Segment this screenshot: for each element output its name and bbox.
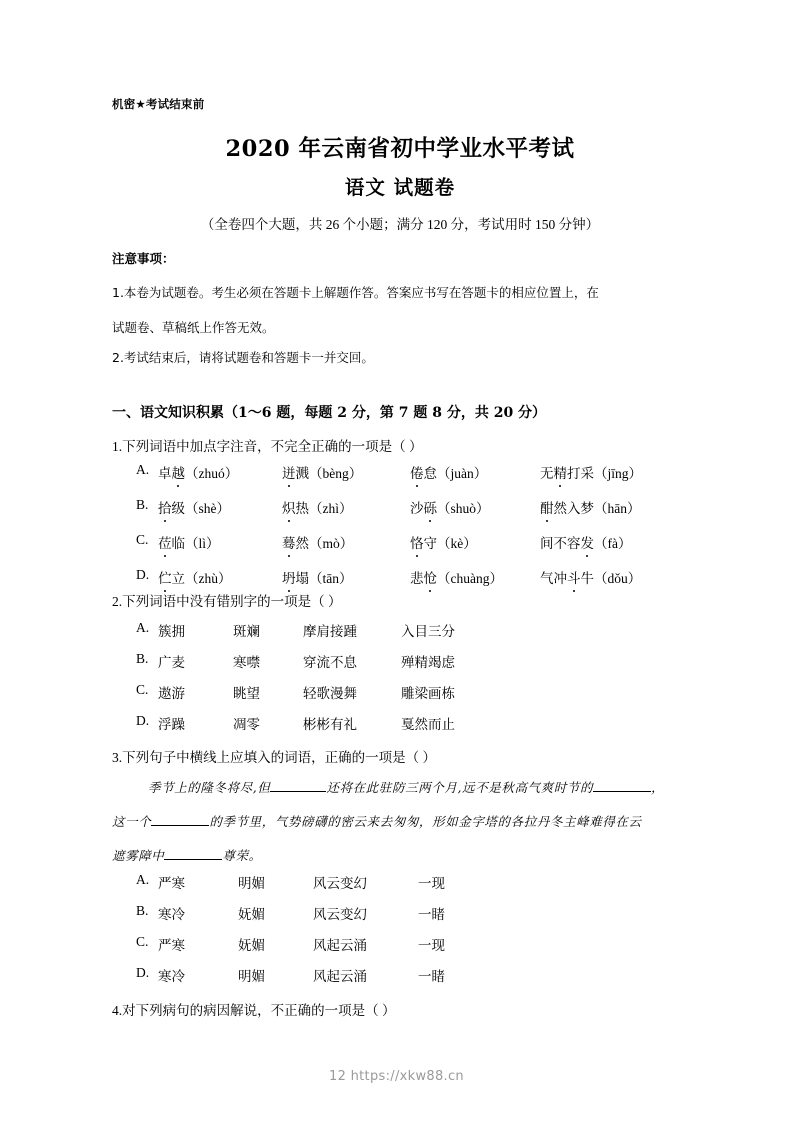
option-term-1: 寒冷 — [158, 907, 185, 922]
option-term-2: 炽热（zhì） — [282, 497, 410, 517]
question-2-option-d[interactable] — [136, 713, 491, 733]
question-4-stem: 4.对下列病句的病因解说，不正确的一项是（ ） — [112, 1003, 396, 1018]
emphasis-dot-char: 越 — [172, 462, 186, 482]
page-subtitle: 语文 试题卷 — [344, 176, 456, 199]
question-3-passage-line-1 — [148, 778, 664, 796]
option-term-3: 恪守（kè） — [410, 532, 540, 552]
option-term-2: 蓦然（mò） — [282, 532, 410, 552]
emphasis-dot-char: 莅 — [158, 532, 172, 552]
emphasis-dot-char: 倦 — [410, 462, 424, 482]
option-term-4: 入目三分 — [401, 624, 455, 639]
option-term-2: 凋零 — [233, 717, 260, 732]
question-2-option-b[interactable] — [136, 651, 491, 671]
option-term-3: 穿流不息 — [303, 655, 357, 670]
option-term-3: 悲怆（chuàng） — [410, 567, 540, 587]
option-label: D. — [136, 567, 150, 582]
question-2-option-c[interactable] — [136, 682, 491, 702]
option-term-2: 明媚 — [238, 876, 265, 891]
option-term-4: 殚精竭虑 — [401, 655, 455, 670]
option-term-2: 斑斓 — [233, 624, 260, 639]
option-term-3: 沙砾（shuò） — [410, 497, 540, 517]
option-term-2: 寒噤 — [233, 655, 260, 670]
option-term-3: 风云变幻 — [313, 876, 367, 891]
option-term-2: 眺望 — [233, 686, 260, 701]
option-term-1: 卓越（zhuó） — [158, 462, 282, 482]
option-label: A. — [136, 620, 150, 635]
question-3-passage-line-2 — [112, 812, 642, 830]
confidential-notice: 机密★考试结束前 — [112, 97, 205, 111]
question-3-option-d[interactable] — [136, 965, 498, 985]
emphasis-dot-char: 坍 — [282, 567, 296, 587]
option-term-1: 伫立（zhù） — [158, 567, 282, 587]
option-term-2: 坍塌（tān） — [282, 567, 410, 587]
question-3-option-b[interactable] — [136, 903, 498, 923]
option-term-3: 风云变幻 — [313, 907, 367, 922]
section-heading-one: 一、语文知识积累（1～6 题，每题 2 分，第 7 题 8 分，共 20 分） — [112, 405, 547, 421]
emphasis-dot-char: 怆 — [424, 567, 438, 587]
passage-text: 遮雾障中 — [112, 848, 165, 863]
option-label: D. — [136, 713, 150, 728]
option-term-2: 妩媚 — [238, 938, 265, 953]
option-term-1: 寒冷 — [158, 969, 185, 984]
question-1-option-d[interactable] — [136, 567, 700, 587]
passage-text: 还将在此驻防三两个月,远不是秋高气爽时节的 — [326, 780, 594, 795]
emphasis-dot-char: 迸 — [282, 462, 296, 482]
option-term-4: 一睹 — [418, 969, 445, 984]
option-label: B. — [136, 497, 149, 512]
option-term-2: 迸溅（bèng） — [282, 462, 410, 482]
option-term-4: 一现 — [418, 876, 445, 891]
question-1-stem: 1.下列词语中加点字注音，不完全正确的一项是（ ） — [112, 439, 423, 454]
emphasis-dot-char: 发 — [581, 532, 595, 552]
option-label: B. — [136, 903, 149, 918]
option-term-3: 风起云涌 — [313, 938, 367, 953]
option-label: C. — [136, 934, 149, 949]
option-term-1: 莅临（lì） — [158, 532, 282, 552]
option-label: C. — [136, 682, 149, 697]
option-term-1: 严寒 — [158, 876, 185, 891]
note-item-1-line-2: 试题卷、草稿纸上作答无效。 — [112, 320, 275, 335]
option-term-3: 风起云涌 — [313, 969, 367, 984]
question-3-passage-line-3 — [112, 846, 262, 864]
emphasis-dot-char: 伫 — [158, 567, 172, 587]
option-label: A. — [136, 462, 150, 477]
page-title: 2020 年云南省初中学业水平考试 — [225, 136, 575, 162]
option-term-1: 遨游 — [158, 686, 185, 701]
emphasis-dot-char: 蓦 — [282, 532, 296, 552]
emphasis-dot-char: 拾 — [158, 497, 172, 517]
option-label: D. — [136, 965, 150, 980]
option-term-2: 明媚 — [238, 969, 265, 984]
option-term-3: 轻歌漫舞 — [303, 686, 357, 701]
question-1-option-b[interactable] — [136, 497, 700, 517]
question-3-stem: 3.下列句子中横线上应填入的词语，正确的一项是（ ） — [112, 750, 436, 765]
emphasis-dot-char: 砾 — [424, 497, 438, 517]
option-term-4: 雕梁画栋 — [401, 686, 455, 701]
option-term-1: 广麦 — [158, 655, 185, 670]
emphasis-dot-char: 斗 — [567, 567, 581, 587]
emphasis-dot-char: 酣 — [540, 497, 554, 517]
option-term-4: 戛然而止 — [401, 717, 455, 732]
question-3-option-a[interactable] — [136, 872, 498, 892]
option-label: A. — [136, 872, 150, 887]
exam-meta-line: （全卷四个大题，共 26 个小题；满分 120 分，考试用时 150 分钟） — [200, 217, 600, 232]
note-item-1-line-1: 1.本卷为试题卷。考生必须在答题卡上解题作答。答案应书写在答题卡的相应位置上，在 — [112, 285, 599, 300]
option-term-4: 一睹 — [418, 907, 445, 922]
option-label: C. — [136, 532, 149, 547]
passage-text: 尊荣。 — [222, 848, 262, 863]
option-term-1: 拾级（shè） — [158, 497, 282, 517]
fill-blank-3[interactable] — [151, 825, 209, 826]
passage-text: 的季节里，气势磅礴的密云来去匆匆，形如金字塔的各拉丹冬主峰难得在云 — [209, 814, 642, 829]
option-term-3: 摩肩接踵 — [303, 624, 357, 639]
option-term-4: 无精打采（jīng） — [540, 462, 700, 482]
question-3-option-c[interactable] — [136, 934, 498, 954]
notes-title: 注意事项： — [112, 251, 175, 266]
option-term-4: 间不容发（fà） — [540, 532, 700, 552]
option-term-4: 酣然入梦（hān） — [540, 497, 700, 517]
question-2-stem: 2.下列词语中没有错别字的一项是（ ） — [112, 594, 342, 609]
emphasis-dot-char: 恪 — [410, 532, 424, 552]
option-term-3: 彬彬有礼 — [303, 717, 357, 732]
fill-blank-1[interactable] — [270, 791, 326, 792]
fill-blank-2[interactable] — [593, 791, 651, 792]
question-1-option-a[interactable] — [136, 462, 700, 482]
passage-text: ， — [651, 780, 665, 795]
option-term-1: 浮躁 — [158, 717, 185, 732]
question-1-option-c[interactable] — [136, 532, 700, 552]
option-term-3: 倦怠（juàn） — [410, 462, 540, 482]
option-term-2: 妩媚 — [238, 907, 265, 922]
passage-text: 这一个 — [112, 814, 152, 829]
passage-text: 季节上的隆冬将尽,但 — [148, 780, 271, 795]
emphasis-dot-char: 炽 — [282, 497, 296, 517]
footer-watermark: 12 https://xkw88.cn — [329, 1069, 464, 1084]
note-item-2: 2.考试结束后，请将试题卷和答题卡一并交回。 — [112, 350, 374, 365]
question-2-option-a[interactable] — [136, 620, 491, 640]
option-label: B. — [136, 651, 149, 666]
option-term-1: 严寒 — [158, 938, 185, 953]
emphasis-dot-char: 精 — [554, 462, 568, 482]
option-term-1: 簇拥 — [158, 624, 185, 639]
option-term-4: 一现 — [418, 938, 445, 953]
option-term-4: 气冲斗牛（dǒu） — [540, 567, 700, 587]
fill-blank-4[interactable] — [164, 859, 222, 860]
